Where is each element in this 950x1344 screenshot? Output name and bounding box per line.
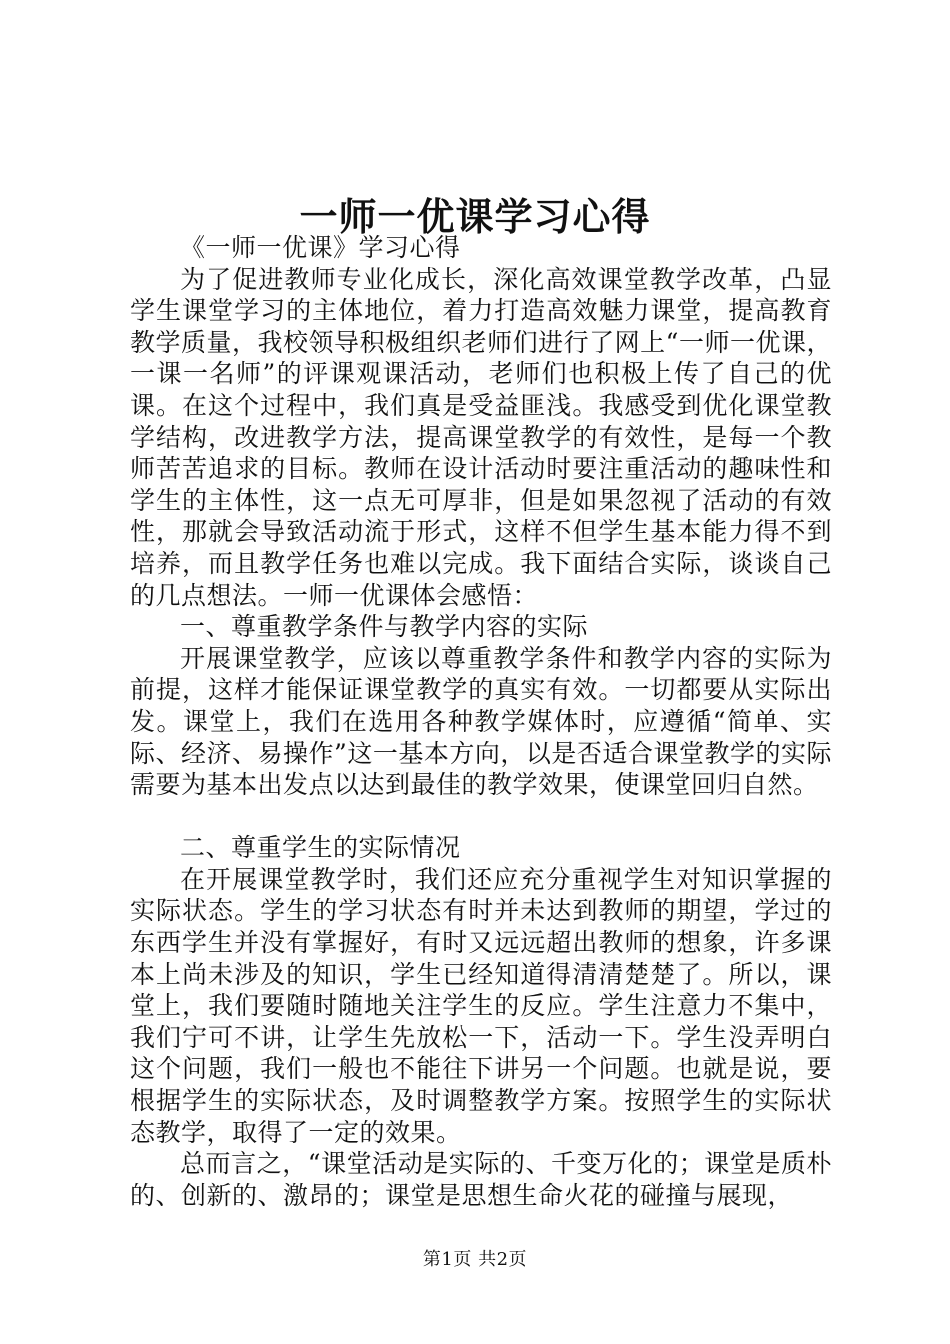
section-heading-1: 一、尊重教学条件与教学内容的实际 — [180, 612, 589, 642]
conclusion-paragraph: 总而言之，“课堂活动是实际的、千变万化的；课堂是质朴的、创新的、激昂的；课堂是思想生命火花的碰撞与展现， — [130, 1149, 832, 1210]
paragraph-spacer — [130, 801, 832, 833]
document-body — [130, 232, 832, 1211]
section-heading-2: 二、尊重学生的实际情况 — [180, 833, 461, 863]
subtitle-paragraph: 《一师一优课》学习心得 — [180, 233, 461, 262]
document-title: 一师一优课学习心得 — [299, 194, 651, 239]
section-2-paragraph: 在开展课堂教学时，我们还应充分重视学生对知识掌握的实际状态。学生的学习状态有时并未达到教师的期望，学过的东西学生并没有掌握好，有时又远远超出教师的想象，许多课本上尚未涉及的知识，学生已经知道得清清楚楚了。所以，课堂上，我们要随时随地关注学生的反应。学生注意力不集中，我们宁可不讲，让学生先放松一下，活动一下。学生没弄明白这个问题，我们一般也不能往下讲另一个问题。也就是说，要根据学生的实际状态，及时调整教学方案。按照学生的实际状态教学，取得了一定的效果。 — [130, 864, 832, 1147]
intro-paragraph: 为了促进教师专业化成长，深化高效课堂教学改革，凸显学生课堂学习的主体地位，着力打造高效魅力课堂，提高教育教学质量，我校领导积极组织老师们进行了网上“一师一优课，一课一名师”的评课观课活动，老师们也积极上传了自己的优课。在这个过程中，我们真是受益匪浅。我感受到优化课堂教学结构，改进教学方法，提高课堂教学的有效性，是每一个教师苦苦追求的目标。教师在设计活动时要注重活动的趣味性和学生的主体性，这一点无可厚非，但是如果忽视了活动的有效性，那就会导致活动流于形式，这样不但学生基本能力得不到培养，而且教学任务也难以完成。我下面结合实际，谈谈自己的几点想法。一师一优课体会感悟： — [130, 264, 832, 610]
section-1-paragraph: 开展课堂教学，应该以尊重教学条件和教学内容的实际为前提，这样才能保证课堂教学的真实有效。一切都要从实际出发。课堂上，我们在选用各种教学媒体时，应遵循“简单、实际、经济、易操作”这一基本方向，以是否适合课堂教学的实际需要为基本出发点以达到最佳的教学效果，使课堂回归自然。 — [130, 643, 832, 800]
page-number-footer: 第1页 共2页 — [422, 1249, 528, 1270]
